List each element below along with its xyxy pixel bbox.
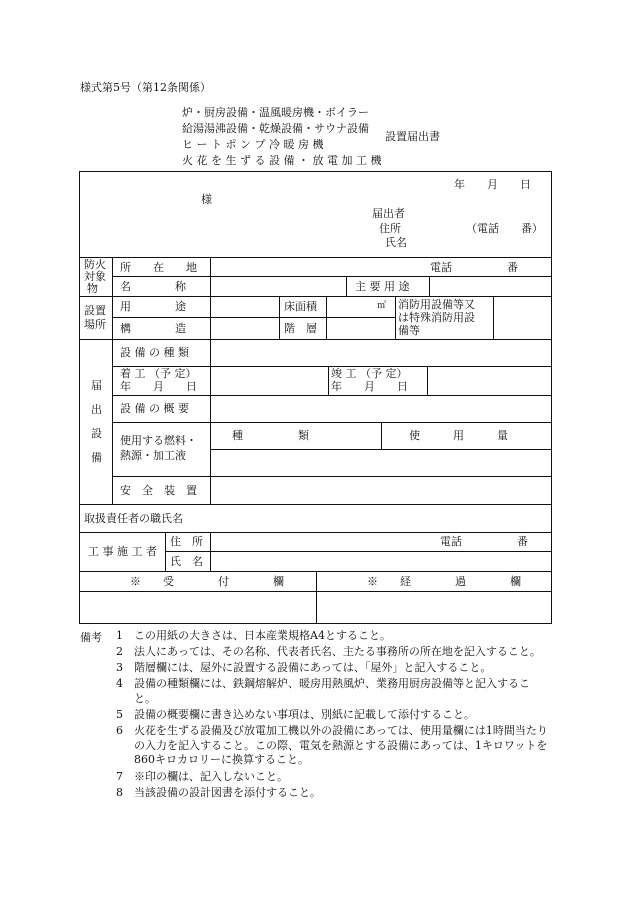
note-text: 設備の種類欄には、鉄鋼熔解炉、暖房用熱風炉、業務用厨房設備等と記入すること。	[134, 677, 530, 705]
usage-amount-header: 使 用 量	[409, 429, 508, 442]
rule	[165, 551, 552, 552]
rule	[427, 366, 428, 395]
fire-equipment-label-1: 消防用設備等又	[398, 298, 475, 311]
note-text: 火花を生ずる設備及び放電加工機以外の設備にあっては、使用量欄には1時間当たりの入力を記入すること。この際、電気を熱源とする設備にあっては、1キロワットを860キロカロリーに換算すること。	[134, 724, 548, 766]
rule	[112, 422, 552, 423]
note-item	[80, 786, 550, 801]
equipment-overview-label: 設 備 の 概 要	[120, 402, 189, 415]
rule	[551, 171, 552, 624]
note-number: 7	[116, 770, 123, 783]
fire-equipment-label-2: は特殊消防用設	[398, 311, 475, 324]
note-number: 6	[116, 724, 123, 737]
note-text: 設備の概要欄に書き込めない事項は、別紙に記載して添付すること。	[134, 708, 475, 721]
rule	[79, 532, 552, 533]
note-item	[80, 770, 550, 785]
equipment-type-label: 設 備 の 種 類	[120, 346, 189, 359]
title-line-4: 火 花 を 生 ず る 設 備 ・ 放 電 加 工 機	[182, 154, 382, 167]
rule	[79, 504, 552, 505]
contractor-name-label: 氏 名	[170, 555, 203, 568]
start-date-label-1: 着 工 （予 定）	[120, 367, 197, 380]
note-text: 当該設備の設計図書を添付すること。	[134, 786, 321, 799]
note-number: 4	[116, 677, 123, 690]
note-item	[80, 724, 550, 769]
floor-area-label: 床面積	[284, 300, 317, 313]
rule	[79, 623, 552, 624]
rule	[112, 257, 113, 504]
safety-device-label: 安 全 装 置	[120, 484, 197, 497]
note-item	[80, 661, 550, 676]
fuel-type-header: 種 類	[232, 429, 309, 442]
todoke-label-2: 出	[91, 403, 102, 416]
title-line-2: 給湯湯沸設備・乾燥設備・サウナ設備	[182, 122, 369, 135]
rule	[279, 296, 280, 339]
rule	[79, 171, 80, 624]
note-item	[80, 645, 550, 660]
name-label: 氏名	[385, 236, 407, 249]
phone-number-label: 電話 番	[430, 261, 518, 274]
note-text: 法人にあっては、その名称、代表者氏名、主たる事務所の所在地を記入すること。	[134, 645, 541, 658]
rule	[493, 296, 494, 339]
fire-equipment-label-3: 備等	[398, 324, 420, 337]
setchi-label-1: 設置	[84, 304, 106, 317]
main-use-label: 主 要 用 途	[355, 280, 410, 293]
contractor-address-label: 住 所	[170, 535, 203, 548]
location-label: 所 在 地	[120, 261, 197, 274]
use-label: 用 途	[120, 300, 186, 313]
rule	[112, 276, 552, 277]
rule	[210, 532, 211, 571]
manager-name-label: 取扱責任者の職氏名	[84, 512, 183, 525]
progress-column-label: ※ 経 過 欄	[367, 575, 521, 588]
structure-label: 構 造	[120, 322, 186, 335]
title-suffix: 設置届出書	[385, 130, 440, 143]
floor-level-label: 階 層	[284, 322, 317, 335]
phone-label: （電話 番）	[466, 222, 543, 235]
note-number: 2	[116, 645, 123, 658]
note-text: 階層欄には、屋外に設置する設備にあっては、「屋外」と記入すること。	[134, 661, 492, 674]
note-item	[80, 629, 550, 644]
square-meter-unit: ㎡	[377, 301, 387, 311]
rule	[112, 476, 552, 477]
form-id: 様式第5号（第12条関係）	[80, 81, 211, 94]
rule	[210, 449, 552, 450]
title-line-1: 炉・厨房設備・温風暖房機・ボイラー	[182, 106, 369, 119]
rule	[316, 571, 317, 623]
fuel-label-2: 熱源・加工液	[120, 449, 186, 462]
rule	[381, 422, 382, 449]
note-number: 3	[116, 661, 123, 674]
bouka-label-3: 物	[87, 282, 98, 295]
completion-date-label-2: 年 月 日	[331, 380, 408, 393]
setchi-label-2: 場所	[84, 318, 106, 331]
todoke-label-3: 設	[91, 427, 102, 440]
rule	[79, 339, 552, 340]
notes-heading: 備考	[80, 631, 102, 644]
rule	[346, 276, 347, 296]
note-item	[80, 677, 550, 707]
rule	[79, 257, 552, 258]
contractor-label: 工 事 施 工 者	[88, 545, 157, 558]
rule	[395, 296, 396, 339]
rule	[326, 296, 327, 339]
bouka-label-2: 対象	[84, 270, 106, 283]
bouka-label-1: 防火	[84, 258, 106, 271]
rule	[165, 532, 166, 571]
note-item	[80, 708, 550, 723]
rule	[79, 171, 552, 172]
addressee-suffix: 様	[201, 193, 212, 206]
rule	[429, 276, 430, 296]
start-date-label-2: 年 月 日	[120, 380, 197, 393]
address-label: 住所	[379, 222, 401, 235]
rule	[112, 395, 552, 396]
rule	[328, 366, 329, 395]
date-field: 年 月 日	[454, 178, 531, 191]
note-text: ※印の欄は、記入しないこと。	[134, 770, 288, 783]
todoke-label-1: 届	[91, 379, 102, 392]
submitter-label: 届出者	[372, 207, 405, 220]
reception-column-label: ※ 受 付 欄	[130, 575, 284, 588]
title-line-3: ヒ ー ト ポ ン プ 冷 暖 房 機	[182, 138, 324, 151]
building-name-label: 名 称	[120, 280, 186, 293]
completion-date-label-1: 竣 工 （予 定）	[331, 367, 408, 380]
rule	[112, 317, 395, 318]
fuel-label-1: 使用する燃料・	[120, 434, 197, 447]
rule	[79, 296, 552, 297]
note-number: 8	[116, 786, 123, 799]
note-text: この用紙の大きさは、日本産業規格A4とすること。	[134, 629, 391, 642]
contractor-phone-label: 電話 番	[440, 535, 528, 548]
note-number: 1	[116, 629, 123, 642]
todoke-label-4: 備	[91, 451, 102, 464]
note-number: 5	[116, 708, 123, 721]
rule	[210, 257, 211, 504]
